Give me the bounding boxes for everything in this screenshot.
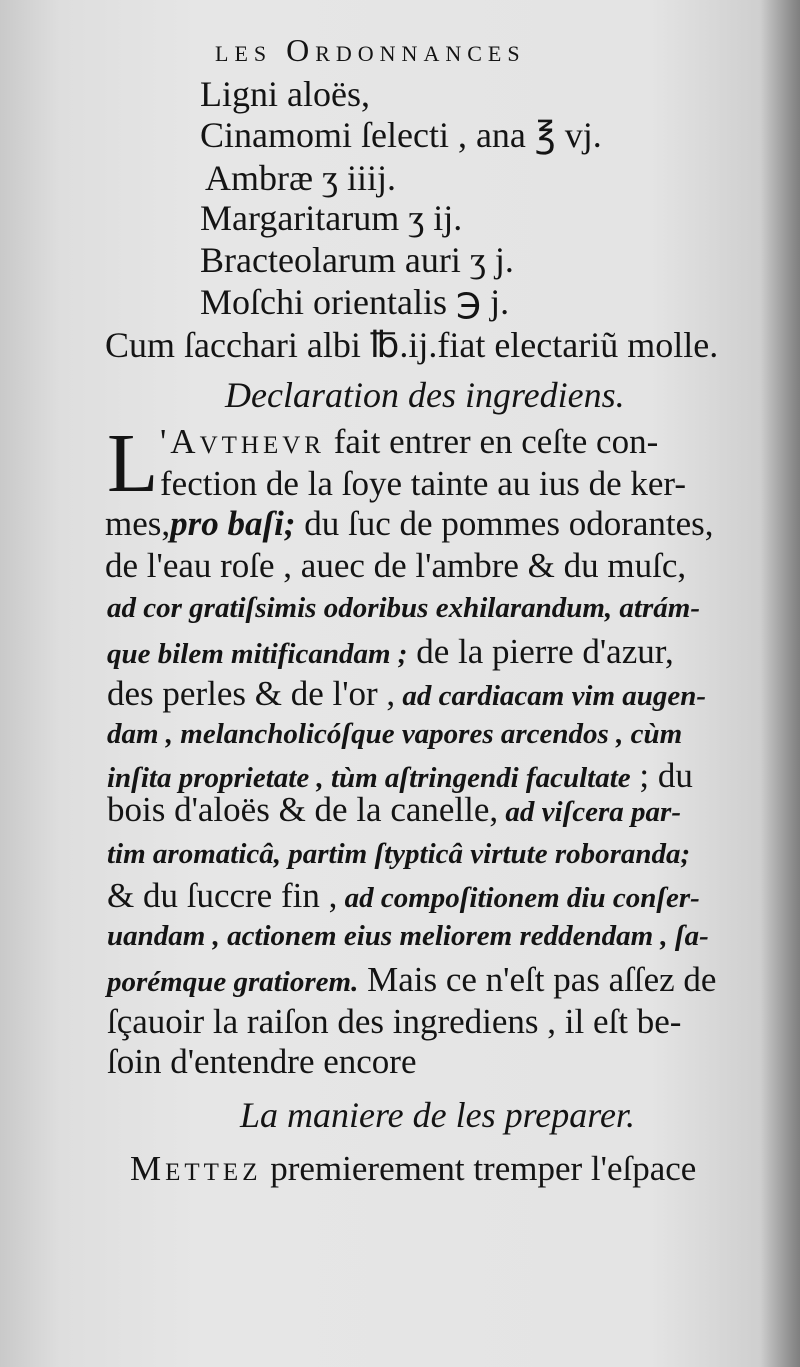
latin-phrase: ad cardiacam vim augen- — [395, 680, 707, 712]
text-line — [107, 962, 716, 997]
latin-line: uandam , actionem eius meliorem reddendam , ſa- — [107, 920, 709, 952]
recipe-line: Margaritarum ʒ ij. — [200, 198, 463, 238]
latin-phrase: porémque gratiorem. — [107, 966, 359, 998]
recipe-line: Ambræ ʒ iiij. — [205, 158, 396, 198]
text-span: de la pierre d'azur, — [407, 632, 674, 671]
small-caps-word: Mettez — [130, 1149, 262, 1188]
text-span: mes, — [105, 504, 171, 543]
text-line — [107, 676, 706, 711]
section-heading: La maniere de les preparer. — [240, 1095, 635, 1135]
text-line — [160, 424, 658, 459]
text-line: ſçauoir la raiſon des ingrediens , il eſt be- — [107, 1002, 682, 1041]
text-line: fection de la ſoye tainte au ius de ker- — [160, 464, 687, 503]
section-heading: Declaration des ingrediens. — [225, 375, 625, 415]
latin-phrase: ad viſcera par- — [498, 796, 681, 828]
text-line — [105, 506, 714, 541]
text-span: ; du — [630, 756, 693, 795]
text-span: fait entrer en ceſte con- — [324, 422, 659, 461]
latin-line: ad cor gratiſsimis odoribus exhilarandum, atrám- — [107, 592, 700, 624]
latin-phrase: inſita proprietate , tùm aſtringendi facultate — [107, 762, 631, 794]
text-line — [107, 878, 700, 913]
text-line: ſoin d'entendre encore — [107, 1042, 417, 1081]
latin-phrase: ad compoſitionem diu conſer- — [337, 882, 700, 914]
recipe-line: Cum ſacchari albi ℔.ij.fiat electariũ molle. — [105, 325, 719, 365]
latin-phrase: que bilem mitificandam ; — [107, 638, 408, 670]
recipe-line: Moſchi orientalis ℈ j. — [200, 282, 510, 322]
text-span: & du ſuccre fin , — [107, 876, 338, 915]
small-caps-word: 'Avthevr — [160, 422, 325, 461]
drop-cap: L — [107, 417, 159, 510]
recipe-line: Cinamomi ſelecti , ana ℥ vj. — [200, 115, 602, 155]
latin-line: dam , melancholicóſque vapores arcendos , cùm — [107, 718, 683, 750]
recipe-line: Bracteolarum auri ʒ j. — [200, 240, 514, 280]
latin-phrase: pro baſi; — [170, 504, 296, 543]
text-line — [107, 634, 674, 669]
text-line: de l'eau roſe , auec de l'ambre & du muſc, — [105, 546, 687, 585]
text-line — [107, 792, 681, 827]
text-line — [130, 1151, 696, 1186]
latin-line: tim aromaticâ, partim ſtypticâ virtute roboranda; — [107, 838, 691, 870]
text-span: des perles & de l'or , — [107, 674, 396, 713]
text-span: premierement tremper l'eſpace — [261, 1149, 697, 1188]
text-span: du ſuc de pommes odorantes, — [295, 504, 714, 543]
recipe-line: Ligni aloës, — [200, 74, 370, 114]
page-gutter-shadow — [760, 0, 800, 1367]
running-head: les Ordonnances — [215, 32, 526, 68]
text-span: Mais ce n'eſt pas aſſez de — [358, 960, 717, 999]
text-span: bois d'aloës & de la canelle, — [107, 790, 499, 829]
text-line — [107, 758, 693, 793]
